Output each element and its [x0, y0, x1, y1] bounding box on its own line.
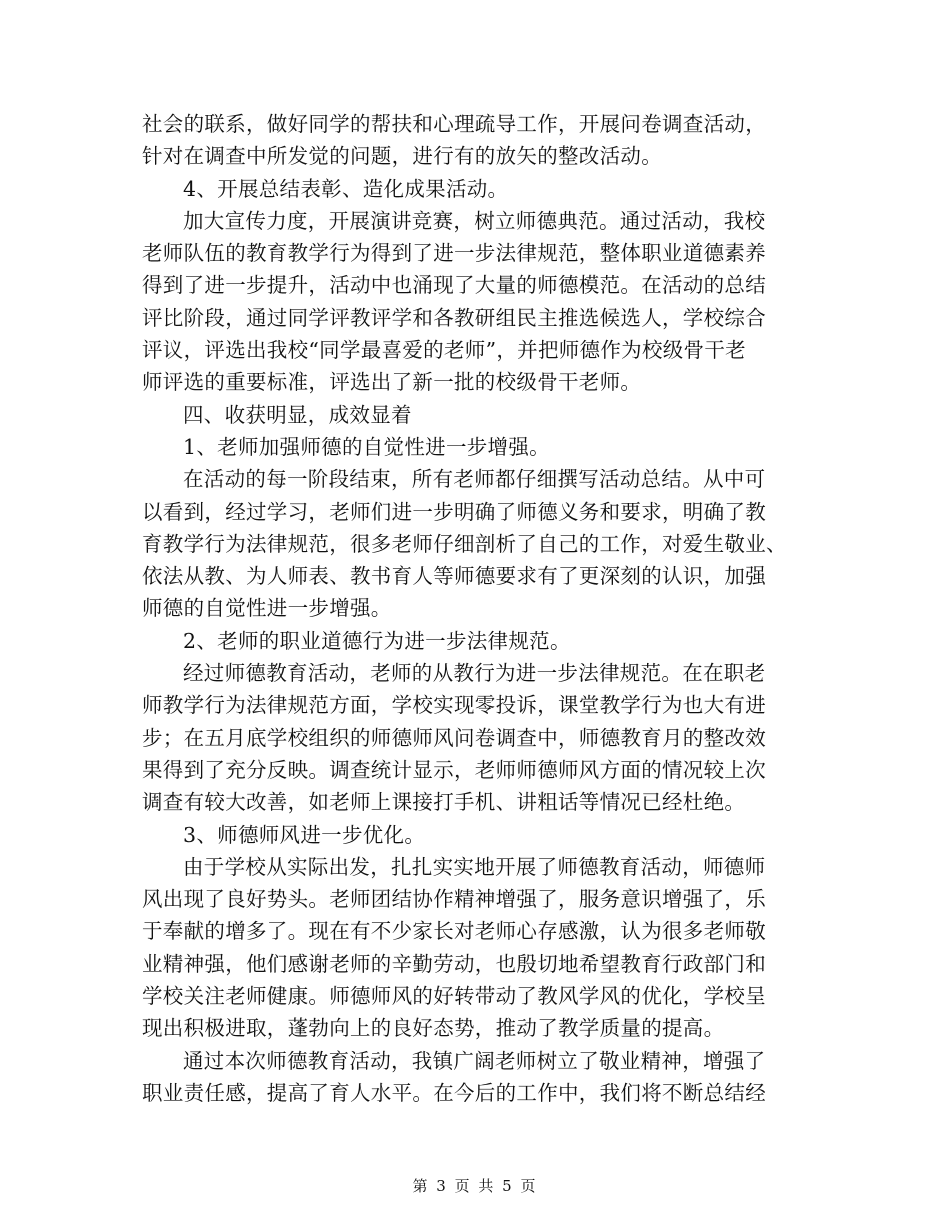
text-line: 老师队伍的教育教学行为得到了进一步法律规范，整体职业道德素养	[142, 241, 766, 266]
text-line: 加大宣传力度，开展演讲竞赛，树立师德典范。通过活动，我校	[183, 208, 766, 233]
text-line: 于奉献的增多了。现在有不少家长对老师心存感激，认为很多老师敬	[142, 919, 766, 944]
text-line: 风出现了良好势头。老师团结协作精神增强了，服务意识增强了，乐	[142, 887, 766, 912]
text-line: 1、老师加强师德的自觉性进一步增强。	[183, 434, 550, 459]
text-line: 果得到了充分反映。调查统计显示，老师师德师风方面的情况较上次	[142, 757, 766, 782]
text-line: 育教学行为法律规范，很多老师仔细剖析了自己的工作，对爱生敬业、	[142, 531, 787, 556]
text-line: 职业责任感，提高了育人水平。在今后的工作中，我们将不断总结经	[142, 1080, 766, 1105]
text-line: 业精神强，他们感谢老师的辛勤劳动，也殷切地希望教育行政部门和	[142, 951, 766, 976]
text-line: 由于学校从实际出发，扎扎实实地开展了师德教育活动，师德师	[183, 854, 766, 879]
text-line: 4、开展总结表彰、造化成果活动。	[183, 176, 509, 201]
text-line: 得到了进一步提升，活动中也涌现了大量的师德模范。在活动的总结	[142, 273, 766, 298]
text-line: 社会的联系，做好同学的帮扶和心理疏导工作，开展问卷调查活动，	[142, 112, 766, 136]
text-line: 师德的自觉性进一步增强。	[142, 596, 392, 621]
text-line: 师教学行为法律规范方面，学校实现零投诉，课堂教学行为也大有进	[142, 693, 766, 718]
text-line: 针对在调查中所发觉的问题，进行有的放矢的整改活动。	[142, 144, 662, 169]
document-body	[142, 108, 807, 1109]
text-line: 评议，评选出我校“同学最喜爱的老师”，并把师德作为校级骨干老	[142, 338, 746, 363]
text-line: 2、老师的职业道德行为进一步法律规范。	[183, 628, 571, 653]
text-line: 四、收获明显，成效显着	[183, 402, 412, 427]
text-line: 学校关注老师健康。师德师风的好转带动了教风学风的优化，学校呈	[142, 984, 766, 1009]
page-footer: 第 3 页 共 5 页	[412, 1177, 538, 1195]
text-line: 3、师德师风进一步优化。	[183, 822, 426, 847]
text-line: 调查有较大改善，如老师上课接打手机、讲粗话等情况已经杜绝。	[142, 790, 746, 815]
text-line: 在活动的每一阶段结束，所有老师都仔细撰写活动总结。从中可	[183, 467, 766, 492]
text-line: 师评选的重要标准，评选出了新一批的校级骨干老师。	[142, 370, 642, 395]
text-line: 以看到，经过学习，老师们进一步明确了师德义务和要求，明确了教	[142, 499, 766, 524]
text-line: 步；在五月底学校组织的师德师风问卷调查中，师德教育月的整改效	[142, 725, 766, 750]
text-line: 现出积极进取，蓬勃向上的良好态势，推动了教学质量的提高。	[142, 1016, 725, 1041]
text-line: 评比阶段，通过同学评教评学和各教研组民主推选候选人，学校综合	[142, 305, 766, 330]
text-line: 依法从教、为人师表、教书育人等师德要求有了更深刻的认识，加强	[142, 564, 766, 589]
text-line: 通过本次师德教育活动，我镇广阔老师树立了敬业精神，增强了	[183, 1048, 766, 1073]
text-line: 经过师德教育活动，老师的从教行为进一步法律规范。在在职老	[183, 661, 766, 686]
